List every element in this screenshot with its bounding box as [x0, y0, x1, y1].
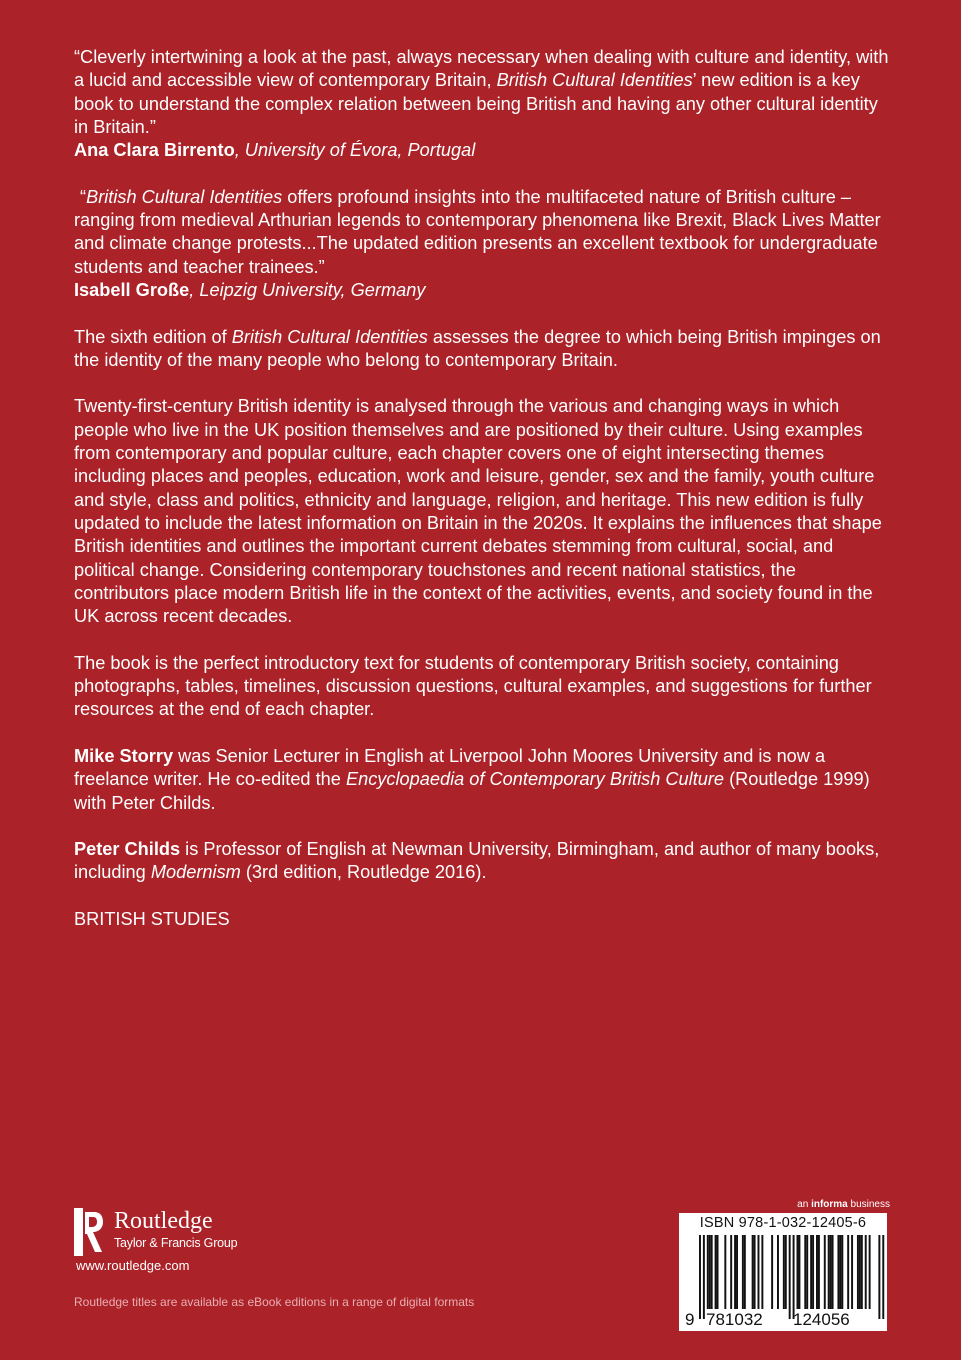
quote-2-text-b: offers profound insights into the multifaceted nature of British culture – ranging from medieval Arthurian legends to contemporary phenomena like Brexit, Black Lives Matter and climate change protests...The updated edition presents an excellent textbook for undergraduate students and teacher trainees.”: [74, 186, 881, 277]
barcode-bar: [734, 1235, 736, 1309]
barcode-bar: [804, 1235, 806, 1309]
routledge-r-icon: [74, 1208, 104, 1256]
barcode-guard-bar: [699, 1235, 701, 1319]
barcode-bar: [798, 1235, 800, 1309]
barcode-bar: [777, 1235, 779, 1309]
barcode-bar: [709, 1235, 711, 1309]
bio-2-text-a: is Professor of English at Newman University, Birmingham, and author of many books, including: [74, 839, 880, 883]
barcode-bar: [830, 1235, 832, 1309]
intro-text-b: assesses the degree to which being British impinges on the identity of the many people who belong to contemporary Britain.: [74, 326, 881, 370]
quote-2-title: British Cultural Identities: [86, 186, 283, 207]
barcode-bar: [869, 1235, 871, 1309]
barcode-guard-bar: [789, 1235, 791, 1319]
quote-2-author: Isabell Große: [74, 279, 190, 300]
quote-1-title: British Cultural Identities: [496, 70, 693, 91]
bio-1-title: Encyclopaedia of Contemporary British Culture: [345, 769, 725, 790]
barcode-bar: [754, 1235, 756, 1309]
quote-1-text-b: ’ new edition is a key book to understand the complex relation between being British and having any other cultural identity in Britain.”: [74, 70, 878, 137]
isbn-barcode: [679, 1213, 887, 1331]
barcode-bar: [797, 1235, 799, 1309]
quote-1-affiliation: , University of Évora, Portugal: [234, 140, 476, 161]
barcode-digit-group-left: 781032: [706, 1310, 763, 1329]
barcode-bar: [839, 1235, 841, 1309]
subject-category: BRITISH STUDIES: [74, 908, 230, 929]
barcode-bar: [752, 1235, 754, 1309]
barcode-bar: [742, 1235, 744, 1309]
barcode-bar: [865, 1235, 867, 1309]
barcode-guard-bar: [793, 1235, 795, 1319]
barcode-bar: [841, 1235, 843, 1309]
bio-1-text-a: was Senior Lecturer in English at Liverpool John Moores University and is now a freelance writer. He co-edited the: [74, 745, 826, 790]
barcode-bar: [715, 1235, 717, 1309]
author-bio-2: [74, 838, 894, 885]
barcode-digits: [679, 1310, 887, 1330]
barcode-bar: [816, 1235, 818, 1309]
barcode-bar: [785, 1235, 787, 1309]
barcode-bar: [832, 1235, 834, 1309]
endorsement-quote-1: [74, 46, 894, 162]
barcode-bar: [783, 1235, 785, 1309]
barcode-digit-lead: 9: [685, 1310, 695, 1329]
quote-1-author: Ana Clara Birrento: [74, 140, 235, 161]
bio-1-name: Mike Storry: [74, 745, 174, 766]
informa-suffix: business: [847, 1199, 890, 1210]
quote-1-text-a: “Cleverly intertwining a look at the past, always necessary when dealing with culture and identity, with a lucid and accessible view of contemporary Britain,: [74, 47, 889, 91]
audience-paragraph: The book is the perfect introductory text for students of contemporary British society, containing photographs, tables, timelines, discussion questions, cultural examples, and suggestions for further resources at the end of each chapter.: [74, 652, 872, 720]
barcode-bar: [711, 1235, 713, 1309]
bio-2-title: Modernism: [150, 862, 241, 883]
barcode-guard-bar: [703, 1235, 705, 1319]
barcode-bar: [717, 1235, 719, 1309]
bio-1-text-b: (Routledge 1999) with Peter Childs.: [74, 769, 870, 813]
barcode-bar: [730, 1235, 732, 1309]
barcode-bar: [851, 1235, 853, 1309]
publisher-group: Taylor & Francis Group: [114, 1236, 238, 1250]
barcode-bar: [812, 1235, 814, 1309]
informa-tagline: [780, 1199, 890, 1211]
routledge-logo: [74, 1204, 274, 1260]
intro-paragraph: [74, 326, 894, 373]
isbn-number: ISBN 978-1-032-12405-6: [699, 1215, 867, 1231]
endorsement-quote-2: [74, 186, 894, 302]
barcode-bar: [761, 1235, 763, 1309]
barcode-guard-bar: [882, 1235, 884, 1319]
barcode-bar: [861, 1235, 863, 1309]
barcode-bar: [806, 1235, 808, 1309]
barcode-bar: [736, 1235, 738, 1309]
barcode-bar: [857, 1235, 859, 1309]
ebook-note: Routledge titles are available as eBook editions in a range of digital formats: [74, 1295, 475, 1309]
quote-2-text-a: “: [80, 186, 87, 207]
barcode-bar: [818, 1235, 820, 1309]
barcode-bar: [707, 1235, 709, 1309]
barcode-bar: [847, 1235, 849, 1309]
intro-title: British Cultural Identities: [231, 326, 428, 347]
barcode-bar: [771, 1235, 773, 1309]
informa-prefix: an: [797, 1199, 812, 1210]
bio-2-text-b: (3rd edition, Routledge 2016).: [240, 862, 487, 883]
barcode-bar: [744, 1235, 746, 1309]
quote-2-affiliation: , Leipzig University, Germany: [189, 279, 426, 300]
back-cover-text: [74, 46, 894, 931]
intro-text-a: The sixth edition of: [74, 326, 232, 347]
body-paragraph: Twenty-first-century British identity is analysed through the various and changing ways in which people who live in the UK position themselves and are positioned by their culture. Using examples from contemporary and popular culture, each chapter covers one of eight intersecting themes including places and peoples, education, work and leisure, gender, sex and the family, youth culture and style, class and politics, ethnicity and language, religion, and heritage. This new edition is fully updated to include the latest information on Britain in the 2020s. It explains the influences that shape British identities and outlines the important current debates stemming from cultural, social, and political change. Considering contemporary touchstones and recent national statistics, the contributors place modern British life in the context of the activities, events, and society found in the UK across recent decades.: [74, 396, 882, 627]
barcode-digit-group-right: 124056: [793, 1310, 850, 1329]
publisher-name: Routledge: [114, 1208, 213, 1234]
barcode-guard-bar: [878, 1235, 880, 1319]
author-bio-1: [74, 745, 894, 815]
barcode-bar: [724, 1235, 726, 1309]
publisher-website: www.routledge.com: [76, 1258, 190, 1273]
informa-word: informa: [811, 1199, 848, 1210]
barcode-bar: [810, 1235, 812, 1309]
barcode-bar: [837, 1235, 839, 1309]
bio-2-name: Peter Childs: [74, 839, 181, 860]
barcode-bar: [828, 1235, 830, 1309]
barcode-bar: [859, 1235, 861, 1309]
barcode-bar: [758, 1235, 760, 1309]
barcode-bar: [824, 1235, 826, 1309]
